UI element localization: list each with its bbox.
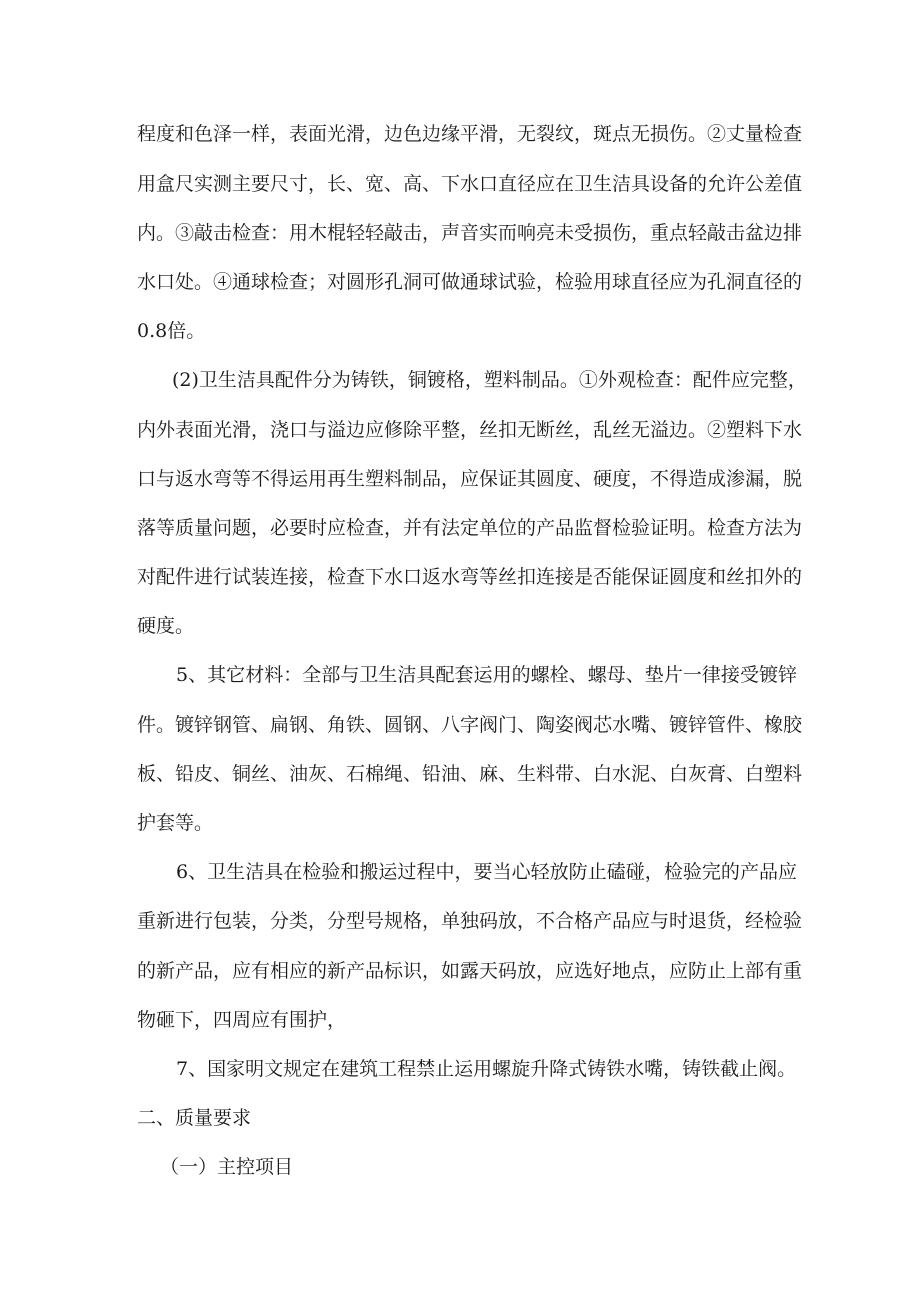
text-line: 物砸下，四周应有围护，	[137, 1009, 347, 1031]
text-line: 内外表面光滑，浇口与溢边应修除平整，丝扣无断丝，乱丝无溢边。②塑料下水	[137, 419, 803, 441]
text-line: 落等质量问题，必要时应检查，并有法定单位的产品监督检验证明。检查方法为	[137, 517, 803, 539]
subsection-heading: （一）主控项目	[160, 1156, 294, 1178]
text-line: 的新产品，应有相应的新产品标识，如露天码放，应选好地点，应防止上部有重	[137, 960, 803, 982]
text-line: 用盒尺实测主要尺寸，长、宽、高、下水口直径应在卫生洁具设备的允许公差值	[137, 173, 803, 195]
section-heading: 二、质量要求	[137, 1107, 252, 1129]
text-line: 5、其它材料：全部与卫生洁具配套运用的螺栓、螺母、垫片一律接受镀锌	[176, 664, 797, 686]
text-line: 对配件进行试装连接，检查下水口返水弯等丝扣连接是否能保证圆度和丝扣外的	[137, 566, 803, 588]
text-line: 6、卫生洁具在检验和搬运过程中，要当心轻放防止磕碰，检验完的产品应	[176, 861, 797, 883]
text-line: (2)卫生洁具配件分为铸铁，铜镀格，塑料制品。①外观检查：配件应完整，	[172, 369, 807, 391]
text-line: 7、国家明文规定在建筑工程禁止运用螺旋升降式铸铁水嘴，铸铁截止阀。	[176, 1058, 797, 1080]
text-line: 护套等。	[137, 812, 214, 834]
text-line: 重新进行包装，分类，分型号规格，单独码放，不合格产品应与时退货，经检验	[137, 910, 803, 932]
text-line: 内。③敲击检查：用木棍轻轻敲击，声音实而响亮未受损伤，重点轻敲击盆边排	[137, 222, 803, 244]
text-line: 水口处。④通球检查；对圆形孔洞可做通球试验，检验用球直径应为孔洞直径的	[137, 271, 803, 293]
text-line: 0.8倍。	[137, 320, 206, 342]
text-line: 硬度。	[137, 615, 195, 637]
text-line: 板、铅皮、铜丝、油灰、石棉绳、铅油、麻、生料带、白水泥、白灰膏、白塑料	[137, 763, 803, 785]
text-line: 口与返水弯等不得运用再生塑料制品，应保证其圆度、硬度，不得造成渗漏，脱	[137, 468, 803, 490]
text-line: 程度和色泽一样，表面光滑，边色边缘平滑，无裂纹，斑点无损伤。②丈量检查	[137, 123, 803, 145]
text-line: 件。镀锌钢管、扁钢、角铁、圆钢、八字阀门、陶姿阀芯水嘴、镀锌管件、橡胶	[137, 714, 803, 736]
